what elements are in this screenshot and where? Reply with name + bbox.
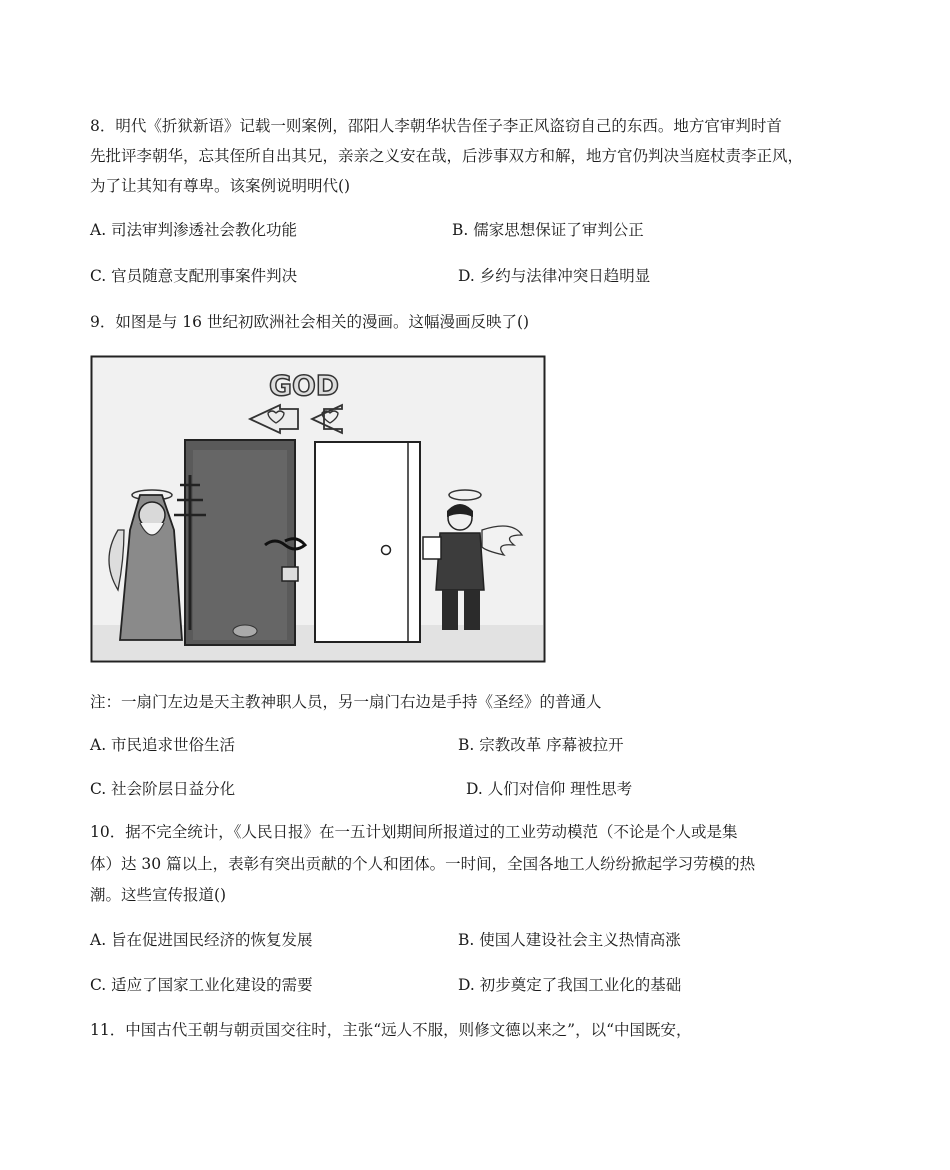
cartoon-illustration <box>90 355 546 663</box>
q9-option-b: B. 宗教改革 序幕被拉开 <box>458 736 624 754</box>
q10-stem-line-3: 潮。这些宣传报道() <box>90 886 227 904</box>
q9-stem: 9．如图是与 16 世纪初欧洲社会相关的漫画。这幅漫画反映了() <box>90 313 530 331</box>
q9-option-c: C. 社会阶层日益分化 <box>90 780 236 798</box>
q10-stem-line-1: 10．据不完全统计，《人民日报》在一五计划期间所报道过的工业劳动模范（不论是个人或是集 <box>90 823 738 841</box>
q8-option-d: D. 乡约与法律冲突日趋明显 <box>458 267 651 285</box>
rubble <box>233 625 257 637</box>
padlock-icon <box>282 567 298 581</box>
q10-option-d: D. 初步奠定了我国工业化的基础 <box>458 976 682 994</box>
open-white-door <box>315 442 420 642</box>
q8-stem-line-2: 先批评李朝华，忘其侄所自出其兄，亲亲之义安在哉，后涉事双方和解，地方官仍判决当庭杖责李正风， <box>90 147 804 165</box>
q9-option-d: D. 人们对信仰 理性思考 <box>466 780 633 798</box>
q10-option-c: C. 适应了国家工业化建设的需要 <box>90 976 313 994</box>
q11-stem-line-1: 11．中国古代王朝与朝贡国交往时，主张“远人不服，则修文德以来之”，以“中国既安， <box>90 1021 692 1039</box>
q10-option-a: A. 旨在促进国民经济的恢复发展 <box>90 931 313 949</box>
cartoon-figure <box>90 355 546 663</box>
man-leg-right <box>464 590 480 630</box>
man-leg-left <box>442 590 458 630</box>
door-knob-icon <box>382 546 391 555</box>
q9-figure-note: 注：一扇门左边是天主教神职人员，另一扇门右边是手持《圣经》的普通人 <box>90 693 602 711</box>
q10-stem-line-2: 体）达 30 篇以上，表彰有突出贡献的个人和团体。一时间，全国各地工人纷纷掀起学习劳模的热 <box>90 855 756 873</box>
q8-stem-line-1: 8．明代《折狱新语》记载一则案例，邵阳人李朝华状告侄子李正风盗窃自己的东西。地方官审判时首 <box>90 117 782 135</box>
q10-option-b: B. 使国人建设社会主义热情高涨 <box>458 931 681 949</box>
q9-option-a: A. 市民追求世俗生活 <box>90 736 236 754</box>
god-sign-text: GOD <box>268 369 340 402</box>
q8-option-c: C. 官员随意支配刑事案件判决 <box>90 267 298 285</box>
door-shading <box>193 450 287 640</box>
q8-option-b: B. 儒家思想保证了审判公正 <box>452 221 644 239</box>
q8-option-a: A. 司法审判渗透社会教化功能 <box>90 221 298 239</box>
bible-book-icon <box>423 537 441 559</box>
q8-stem-line-3: 为了让其知有尊卑。该案例说明明代() <box>90 177 351 195</box>
man-tunic <box>436 533 484 590</box>
